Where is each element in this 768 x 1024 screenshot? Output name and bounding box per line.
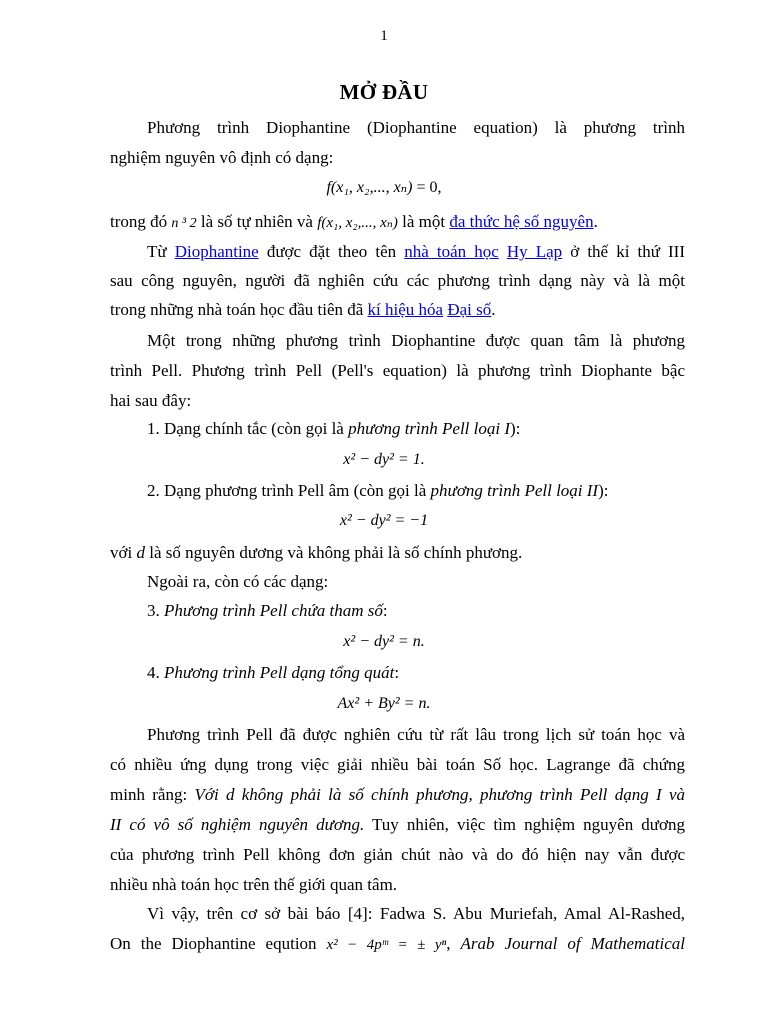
equation-general-form: f(x₁, x₂,..., xₙ) = 0, bbox=[326, 179, 442, 196]
list-item-1: 1. Dạng chính tắc (còn gọi là phương trình Pell loại I): bbox=[147, 419, 521, 438]
paragraph-4-line-2: trình Pell. Phương trình Pell (Pell's equation) là phương trình Diophante bậc bbox=[110, 361, 685, 380]
paragraph-8-line-2: On the Diophantine eqution x² − 4pᵐ = ± yⁿ, Arab Journal of Mathematical bbox=[110, 934, 685, 953]
paragraph-7-line-2: có nhiều ứng dụng trong việc giải nhiều bài toán Số học. Lagrange đã chứng bbox=[110, 755, 685, 774]
list-item-4: 4. Phương trình Pell dạng tổng quát: bbox=[147, 663, 400, 682]
list-item-2: 2. Dạng phương trình Pell âm (còn gọi là phương trình Pell loại II): bbox=[147, 481, 609, 500]
page-number: 1 bbox=[380, 28, 388, 44]
paragraph-6: Ngoài ra, còn có các dạng: bbox=[147, 572, 329, 591]
paragraph-4-line-1: Một trong những phương trình Diophantine được quan tâm là phương bbox=[147, 331, 685, 350]
list-item-3: 3. Phương trình Pell chứa tham số: bbox=[147, 601, 388, 620]
link-da-thuc-he-so-nguyen[interactable]: đa thức hệ số nguyên bbox=[449, 212, 594, 231]
paragraph-3-line-2: sau công nguyên, người đã nghiên cứu các phương trình dạng này và là một bbox=[110, 271, 685, 290]
link-hy-lap[interactable]: Hy Lạp bbox=[506, 242, 563, 261]
paragraph-7-line-3: minh rằng: Với d không phải là số chính phương, phương trình Pell dạng I và bbox=[110, 785, 685, 804]
paragraph-3-line-1: Từ Diophantine được đặt theo tên nhà toán học Hy Lạp ở thế kỉ thứ III bbox=[147, 242, 686, 261]
equation-pell-type-2: x² − dy² = −1 bbox=[339, 512, 429, 529]
equation-pell-general: Ax² + By² = n. bbox=[337, 695, 431, 712]
paragraph-2: trong đó n ³ 2 là số tự nhiên và f(x₁, x₂,..., xₙ) là một đa thức hệ số nguyên. bbox=[110, 212, 598, 231]
paragraph-7-line-1: Phương trình Pell đã được nghiên cứu từ rất lâu trong lịch sử toán học và bbox=[147, 725, 685, 744]
link-diophantine[interactable]: Diophantine bbox=[174, 242, 259, 261]
link-nha-toan-hoc[interactable]: nhà toán học bbox=[404, 242, 499, 261]
paragraph-7-line-4: II có vô số nghiệm nguyên dương. Tuy nhiên, việc tìm nghiệm nguyên dương bbox=[110, 815, 685, 834]
link-ki-hieu-hoa[interactable]: kí hiệu hóa bbox=[367, 300, 444, 319]
paragraph-8-line-1: Vì vậy, trên cơ sở bài báo [4]: Fadwa S. Abu Muriefah, Amal Al-Rashed, bbox=[147, 904, 685, 923]
equation-pell-parameter: x² − dy² = n. bbox=[343, 633, 425, 650]
paragraph-3-line-3: trong những nhà toán học đầu tiên đã kí hiệu hóa Đại số. bbox=[110, 300, 496, 319]
paragraph-5: với d là số nguyên dương và không phải là số chính phương. bbox=[110, 543, 523, 562]
equation-pell-type-1: x² − dy² = 1. bbox=[343, 451, 425, 468]
section-title: MỞ ĐẦU bbox=[339, 80, 429, 104]
paragraph-7-line-6: nhiều nhà toán học trên thế giới quan tâm. bbox=[110, 875, 398, 894]
paragraph-1-line-2: nghiệm nguyên vô định có dạng: bbox=[110, 148, 334, 167]
paragraph-4-line-3: hai sau đây: bbox=[110, 391, 192, 410]
paragraph-1-line-1: Phương trình Diophantine (Diophantine equation) là phương trình bbox=[147, 118, 685, 137]
link-dai-so[interactable]: Đại số bbox=[447, 300, 492, 319]
paragraph-7-line-5: của phương trình Pell không đơn giản chút nào và do đó hiện nay vẫn được bbox=[110, 845, 685, 864]
